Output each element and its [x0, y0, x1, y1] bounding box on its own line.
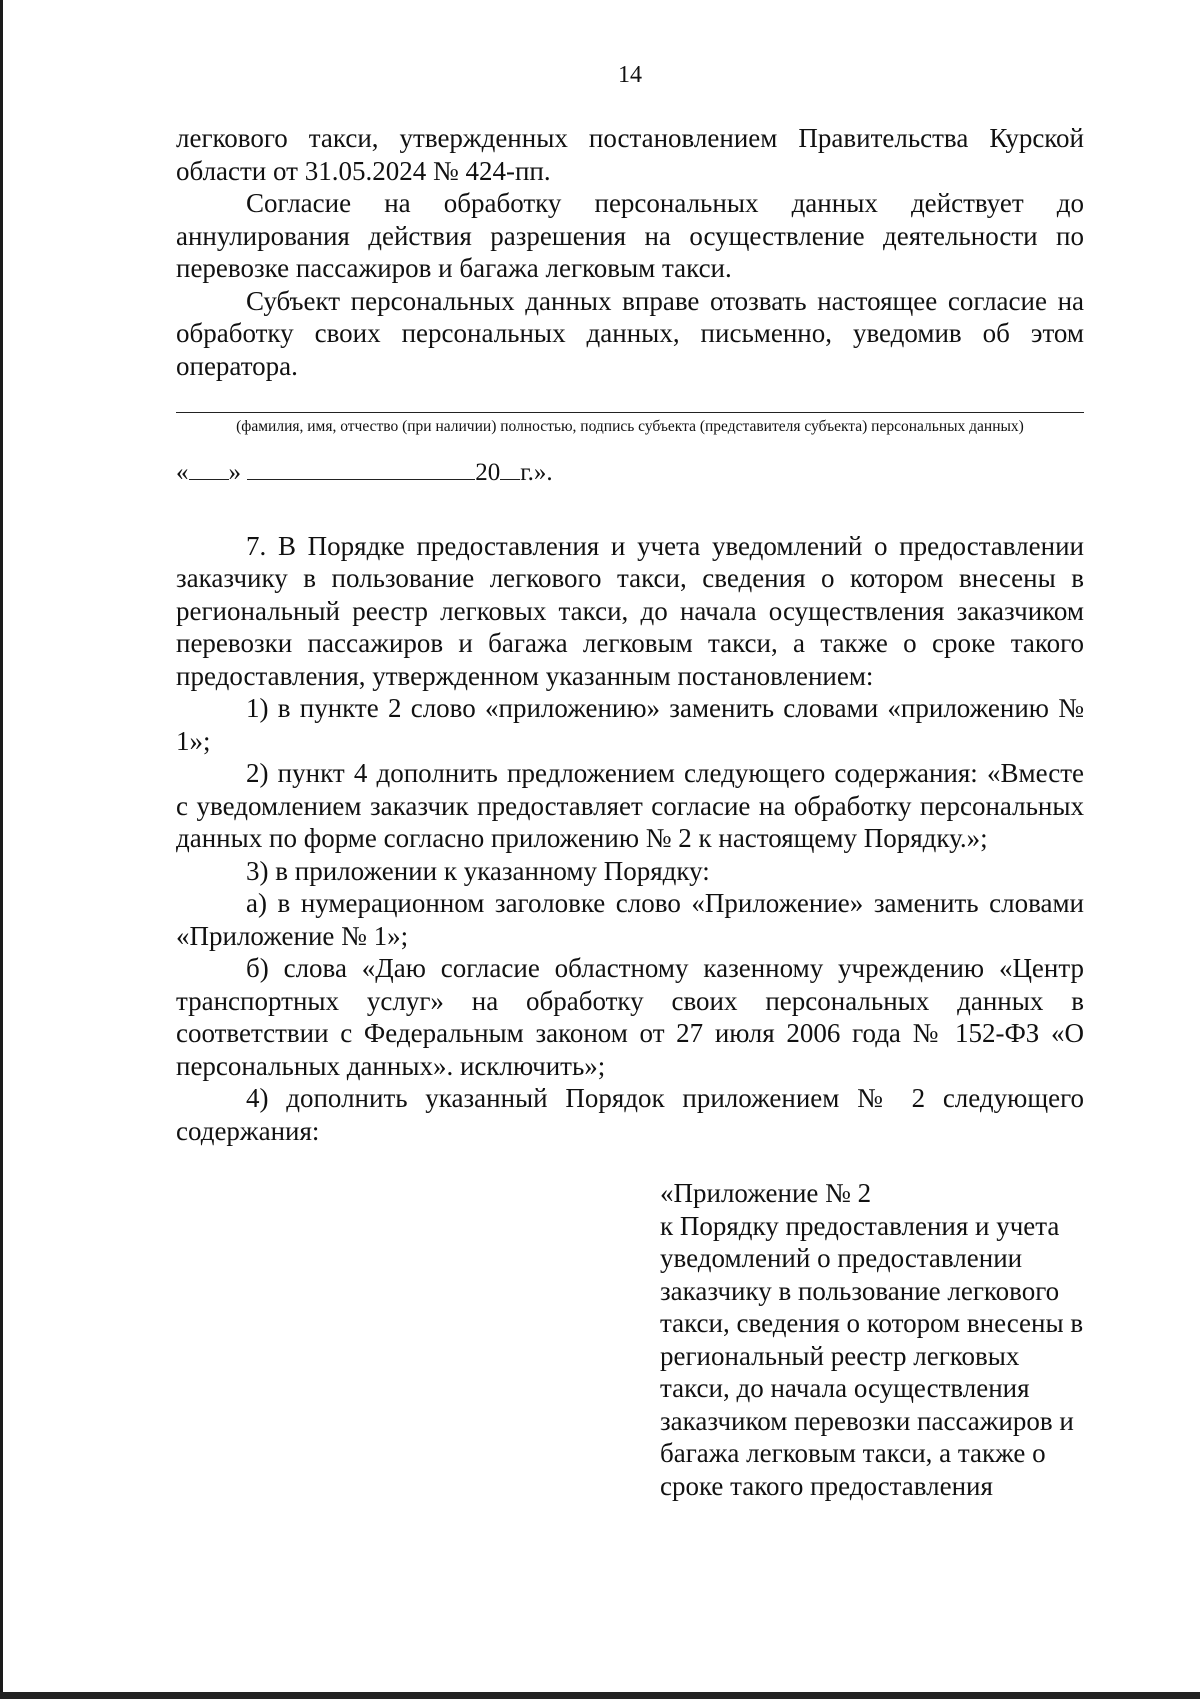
date-close-quote: »	[228, 459, 241, 486]
section-7-item-3: 3) в приложении к указанному Порядку:	[246, 855, 710, 886]
page-number: 14	[618, 62, 642, 88]
appendix-subtitle: к Порядку предоставления и учета уведомлений о предоставлении заказчику в пользование легкового такси, сведения о котором внесены в региональный реестр легковых такси, до начала осуществления заказчиком перевозки пассажиров и багажа легковым такси, а также о сроке такого предоставления	[660, 1210, 1084, 1501]
day-blank	[189, 455, 229, 480]
signature-line	[176, 412, 1084, 413]
date-suffix: г.».	[520, 459, 553, 486]
signature-block	[176, 412, 1084, 490]
section-7-item-1: 1) в пункте 2 слово «приложению» заменить словами «приложению № 1»;	[176, 693, 1084, 756]
scan-bottom-edge	[0, 1692, 1200, 1699]
section-7-item-2: 2) пункт 4 дополнить предложением следующего содержания: «Вместе с уведомлением заказчик предоставляет согласие на обработку персональных данных по форме согласно приложению № 2 к настоящему Порядку.»;	[176, 758, 1084, 853]
date-line	[176, 455, 1084, 490]
section-7	[176, 530, 1084, 1148]
section-7-item-3b: б) слова «Даю согласие областному казенному учреждению «Центр транспортных услуг» на обработку своих персональных данных в соответствии с Федеральным законом от 27 июля 2006 года № 152-ФЗ «О персональных данных». исключить»;	[176, 953, 1084, 1081]
date-year: 20	[475, 459, 501, 486]
scan-edge	[0, 0, 3, 1699]
document-body	[176, 122, 1084, 1502]
section-7-item-4: 4) дополнить указанный Порядок приложением № 2 следующего содержания:	[176, 1083, 1084, 1146]
appendix-header	[660, 1177, 1084, 1502]
appendix-title: «Приложение № 2	[660, 1178, 872, 1208]
month-blank	[247, 455, 475, 480]
signature-caption: (фамилия, имя, отчество (при наличии) полностью, подпись субъекта (представителя субъекта) персональных данных)	[236, 418, 1024, 435]
section-7-intro: 7. В Порядке предоставления и учета уведомлений о предоставлении заказчику в пользование легкового такси, сведения о котором внесены в региональный реестр легковых такси, до начала осуществления заказчиком перевозки пассажиров и багажа легковым такси, а также о сроке такого предоставления, утвержденном указанным постановлением:	[176, 530, 1084, 691]
paragraph-continuation: легкового такси, утвержденных постановлением Правительства Курской области от 31.05.2024 № 424-пп.	[176, 123, 1084, 186]
paragraph-consent-validity: Согласие на обработку персональных данных действует до аннулирования действия разрешения на осуществление деятельности по перевозке пассажиров и багажа легковым такси.	[176, 188, 1084, 283]
date-open-quote: «	[176, 459, 189, 486]
section-7-item-3a: а) в нумерационном заголовке слово «Приложение» заменить словами «Приложение № 1»;	[176, 888, 1084, 951]
paragraph-consent-revocation: Субъект персональных данных вправе отозвать настоящее согласие на обработку своих персональных данных, письменно, уведомив об этом оператора.	[176, 285, 1084, 381]
year-blank	[500, 455, 520, 480]
